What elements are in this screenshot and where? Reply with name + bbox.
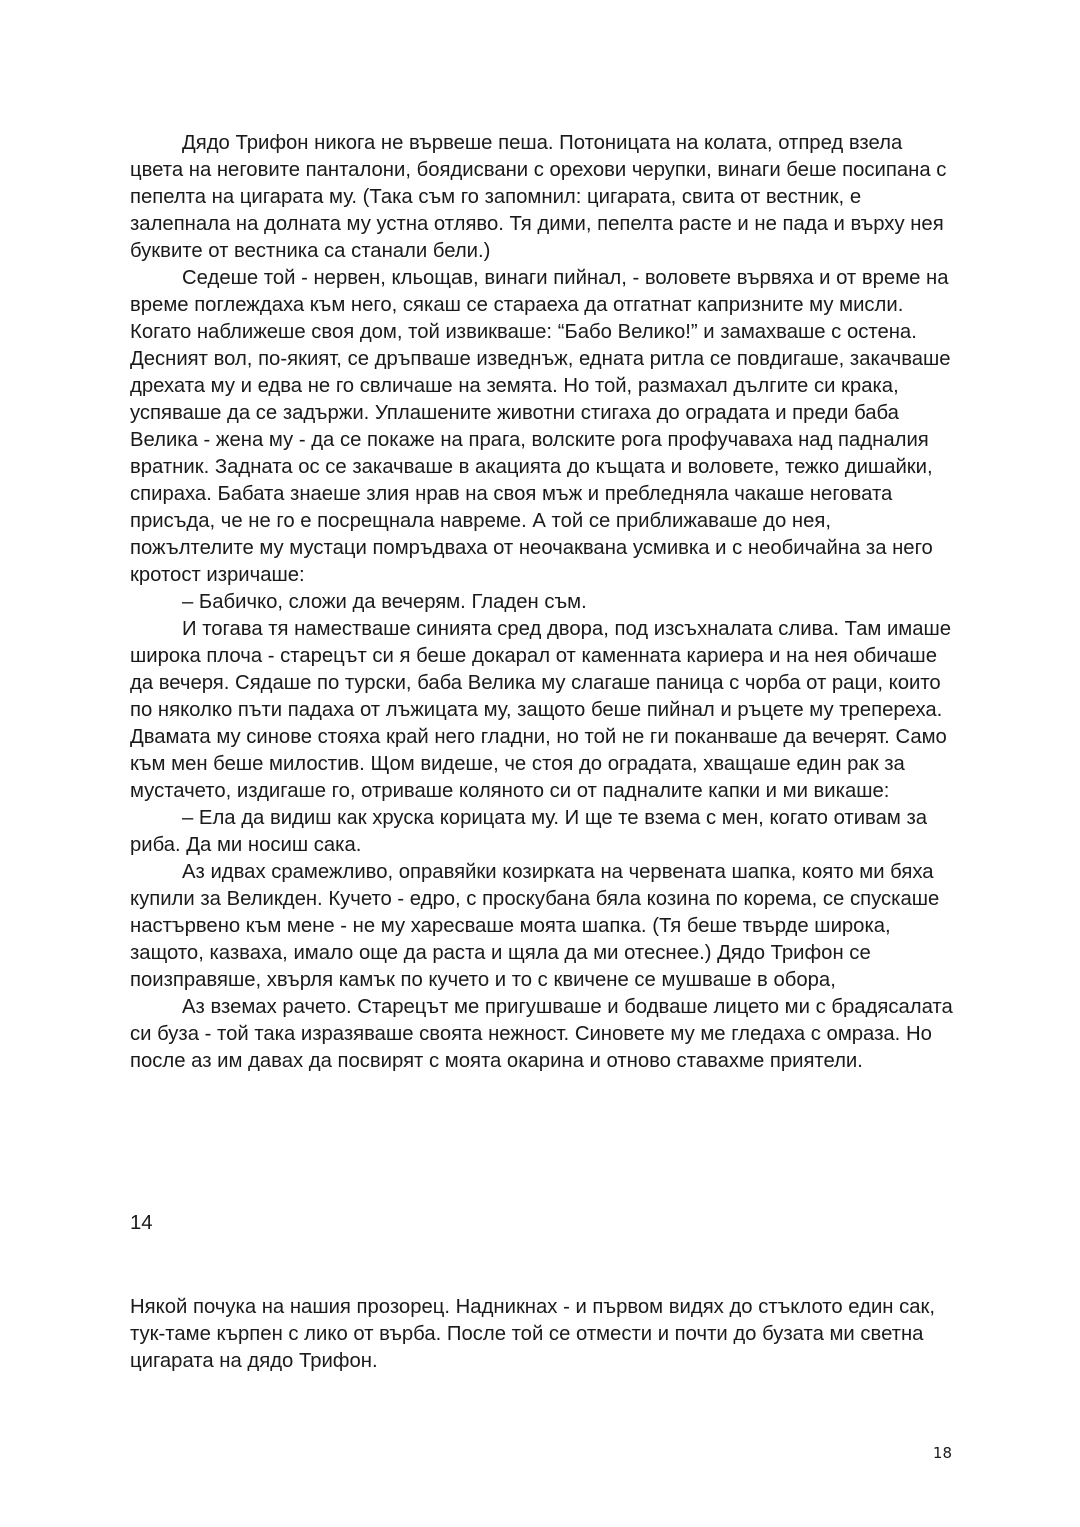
chapter-number: 14 <box>130 1212 153 1234</box>
paragraph: – Ела да видиш как хруска корицата му. И ще те взема с мен, когато отивам за риба. Да ми носиш сака. <box>130 807 928 856</box>
paragraph: Аз вземах рачето. Старецът ме пригушваше и бодваше лицето ми с брадясалата си буза - той така изразяваше своята нежност. Синовете му ме гледаха с омраза. Но после аз им давах да посвирят с моята окарина и отново ставахме приятели. <box>130 996 953 1072</box>
body-text-section-2 <box>130 1294 960 1375</box>
paragraph: Дядо Трифон никога не вървеше пеша. Потоницата на колата, отпред взела цвета на неговите панталони, боядисвани с орехови черупки, винаги беше посипана с пепелта на цигарата му. (Така съм го запомнил: цигарата, свита от вестник, е залепнала на долната му устна отляво. Тя дими, пепелта расте и не пада и върху нея буквите от вестника са станали бели.) <box>130 132 947 262</box>
paragraph: – Бабичко, сложи да вечерям. Гладен съм. <box>182 591 587 613</box>
paragraph: Аз идвах срамежливо, оправяйки козирката на червената шапка, която ми бяха купили за Великден. Кучето - едро, с проскубана бяла козина по корема, се спускаше настървено към мене - не му харесваше моята шапка. (Тя беше твърде широка, защото, казваха, имало още да раста и щяла да ми отеснее.) Дядо Трифон се поизправяше, хвърля камък по кучето и то с квичене се мушваше в обора, <box>130 861 940 991</box>
body-text-section-1 <box>130 130 960 1075</box>
page-number: 18 <box>932 1444 952 1462</box>
paragraph: Някой почука на нашия прозорец. Надникнах - и първом видях до стъклото един сак, тук-таме кърпен с лико от върба. После той се отмести и почти до бузата ми светна цигарата на дядо Трифон. <box>130 1296 936 1372</box>
paragraph: И тогава тя наместваше синията сред двора, под изсъхналата слива. Там имаше широка плоча - старецът си я беше докарал от каменната кариера и на нея обичаше да вечеря. Сядаше по турски, баба Велика му слагаше паница с чорба от раци, които по няколко пъти падаха от лъжицата му, защото беше пийнал и ръцете му трепереха. Двамата му синове стояха край него гладни, но той не ги поканваше да вечерят. Само към мен беше милостив. Щом видеше, че стоя до оградата, хващаше един рак за мустачето, издигаше го, отриваше коляното си от падналите капки и ми викаше: <box>130 618 952 802</box>
paragraph: Седеше той - нервен, кльощав, винаги пийнал, - воловете вървяха и от време на време поглеждаха към него, сякаш се стараеха да отгатнат капризните му мисли. Когато наближеше своя дом, той извикваше: “Бабо Велико!” и замахваше с остена. Десният вол, по-якият, се дръпваше изведнъж, едната ритла се повдигаше, закачваше дрехата му и едва не го свличаше на земята. Но той, размахал дългите си крака, успяваше да се задържи. Уплашените животни стигаха до оградата и преди баба Велика - жена му - да се покаже на прага, волските рога профучаваха над падналия вратник. Задната ос се закачваше в акацията до къщата и воловете, тежко дишайки, спираха. Бабата знаеше злия нрав на своя мъж и пребледняла чакаше неговата присъда, че не го е посрещнала навреме. А той се приближаваше до нея, пожълтелите му мустаци помръдваха от неочаквана усмивка и с необичайна за него кротост изричаше: <box>130 267 951 586</box>
